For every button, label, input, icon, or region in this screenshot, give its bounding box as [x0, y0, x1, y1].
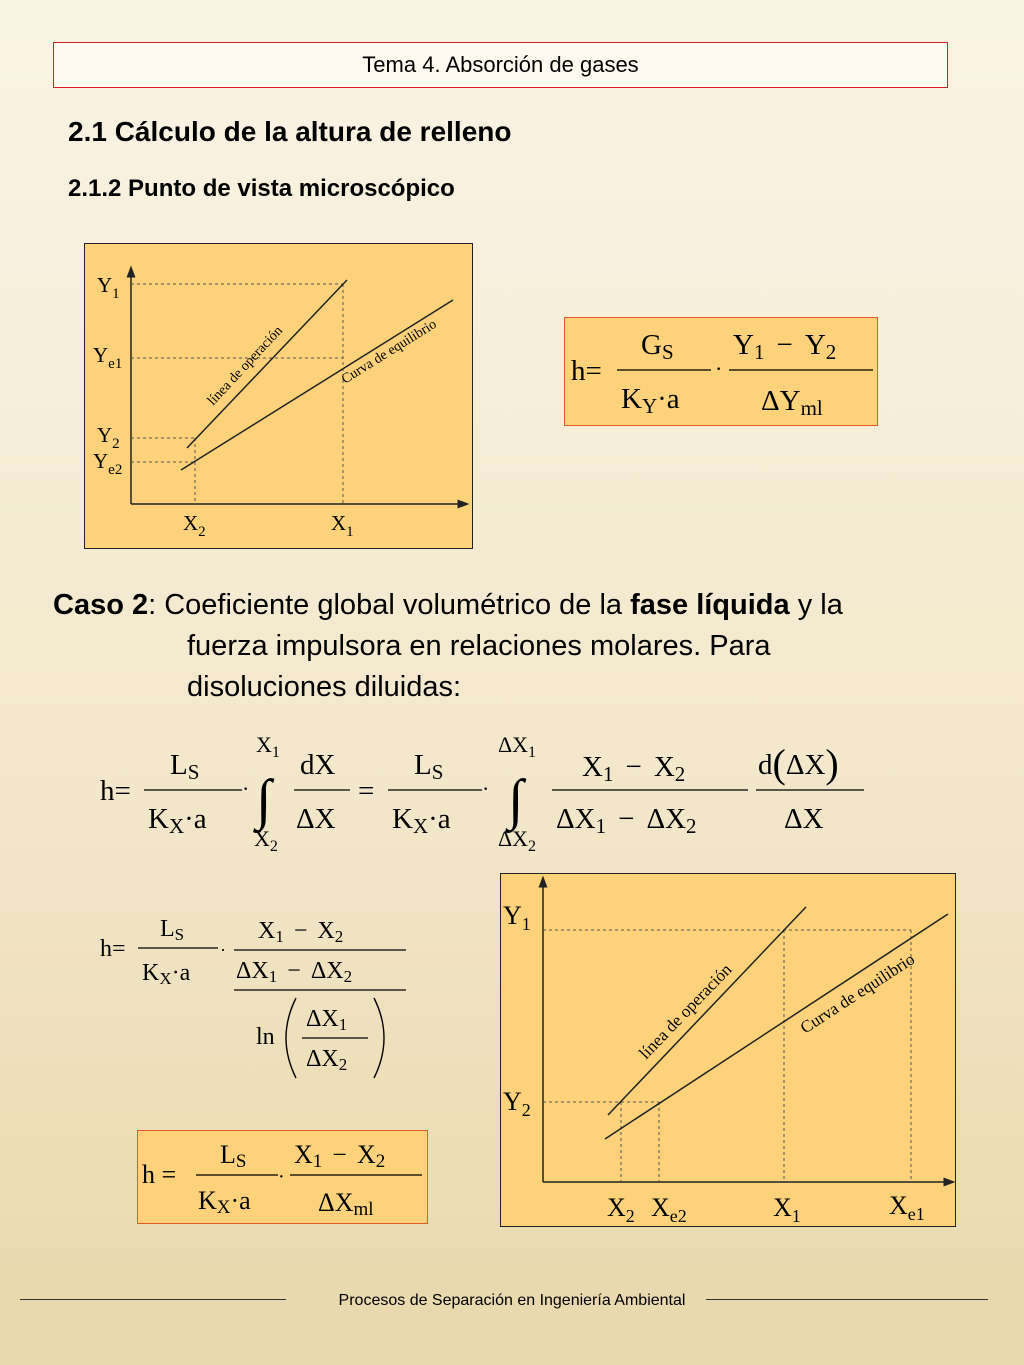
formula3-h: h= [100, 936, 126, 962]
header-title: Tema 4. Absorción de gases [362, 52, 639, 77]
formula2-numerator-l: LS [170, 749, 200, 784]
formula-height-liquid-phase [137, 1130, 428, 1224]
graph1-operation-line [187, 280, 347, 448]
formula3-denominator-k: KX·a [142, 960, 191, 988]
formula3-dot: · [220, 940, 226, 960]
formula2-dx: dX [300, 749, 336, 781]
graph2-label-x2: $X_2$ [607, 1193, 635, 1226]
graph2-label-x1: $X_1$ [773, 1193, 801, 1226]
formula-integral [96, 728, 876, 860]
graph-operation-equilibrium-2 [500, 873, 956, 1227]
graph1-equilibrium-curve-label: Curva de equilibrio [339, 316, 440, 388]
graph-operation-equilibrium-1 [84, 243, 473, 549]
formula-log-mean [96, 906, 416, 1090]
formula2-delta-x-den: ΔX [784, 803, 824, 835]
formula4-dot: · [278, 1166, 285, 1188]
formula4-denominator-k: KX·a [198, 1186, 251, 1218]
formula3-ln-num: ΔX1 [306, 1006, 348, 1034]
formula2-equals: = [358, 775, 375, 807]
formula2-delta-x: ΔX [296, 803, 336, 835]
formula3-left-paren [286, 998, 296, 1078]
formula1-h: h= [571, 355, 602, 387]
formula2-denominator-k-2: KX·a [392, 803, 451, 838]
formula3-den-dx1-dx2: ΔX1 − ΔX2 [236, 958, 353, 986]
graph1-label-x2: $X_2$ [183, 511, 206, 540]
graph2-label-y1: $Y_1$ [503, 901, 531, 934]
graph1-label-ye1: $Y_{e1}$ [93, 343, 123, 372]
graph1-label-ye2: $Y_{e2}$ [93, 449, 123, 478]
formula3-right-paren [374, 998, 384, 1078]
graph2-operation-line-label: línea de operación [635, 959, 736, 1063]
caso-2-text: : Coeficiente global volumétrico de la [148, 589, 631, 621]
caso-2-rest: y la [789, 589, 843, 621]
formula4-h: h = [142, 1160, 177, 1189]
formula1-dot: · [715, 356, 723, 381]
section-subtitle: 2.1.2 Punto de vista microscópico [68, 175, 455, 202]
formula3-numerator-l: LS [160, 916, 185, 944]
graph1-operation-line-label: línea de operación [204, 323, 286, 409]
graph1-label-x1: $X_1$ [331, 511, 354, 540]
section-title: 2.1 Cálculo de la altura de relleno [68, 116, 512, 147]
formula2-dot-1: · [242, 776, 250, 801]
formula3-ln: ln [256, 1024, 275, 1050]
formula4-svg [138, 1131, 429, 1225]
graph1-label-y2: $Y_2$ [97, 423, 120, 452]
formula4-delta-x-ml: ΔXml [318, 1188, 374, 1220]
formula2-int1-upper: $X_1$ [256, 732, 280, 761]
formula4-numerator-l: LS [220, 1140, 247, 1172]
graph1-label-y1: $Y_1$ [97, 273, 120, 302]
formula1-numerator-y: Y1 − Y2 [733, 329, 837, 364]
graph1-svg [85, 244, 474, 550]
formula2-integral-1: ∫ [256, 769, 272, 831]
formula3-num-x1-x2: X1 − X2 [258, 918, 344, 946]
formula1-denominator-k: KY·a [621, 383, 680, 418]
formula2-int2-lower: $\Delta X_2$ [498, 826, 537, 855]
graph2-label-xe1: $X_{e1}$ [889, 1191, 925, 1224]
formula2-denominator-k: KX·a [148, 803, 207, 838]
formula2-h: h= [100, 775, 131, 807]
formula1-denominator-delta: ΔYml [761, 385, 823, 420]
caso-2-label: Caso 2 [53, 589, 149, 621]
formula4-num-x1-x2: X1 − X2 [294, 1140, 386, 1172]
formula2-integral-2: ∫ [508, 769, 524, 831]
caso-2-paragraph [53, 585, 1013, 708]
caso-2-line-1 [53, 585, 1013, 626]
formula1-numerator-g: GS [641, 329, 674, 364]
formula3-ln-den: ΔX2 [306, 1046, 348, 1074]
formula2-d-delta-x: d(ΔX) [758, 741, 839, 786]
header-title-box [53, 42, 948, 88]
formula2-dot-2: · [482, 776, 490, 801]
caso-2-bold: fase líquida [630, 589, 790, 621]
formula2-den-dx1-dx2: ΔX1 − ΔX2 [556, 803, 697, 838]
graph2-svg [501, 874, 957, 1228]
graph2-operation-line [608, 907, 806, 1115]
formula2-numerator-l-2: LS [414, 749, 444, 784]
formula2-num-x1-x2: X1 − X2 [582, 751, 686, 786]
graph2-equilibrium-curve-label: Curva de equilibrio [796, 949, 919, 1038]
graph2-label-xe2: $X_{e2}$ [651, 1193, 687, 1226]
formula2-int2-upper: $\Delta X_1$ [498, 732, 537, 761]
caso-2-line-3: disoluciones diluidas: [187, 671, 462, 703]
formula1-svg [565, 318, 879, 427]
footer-text: Procesos de Separación en Ingeniería Ambiental [338, 1292, 686, 1309]
formula-height-gas-phase [564, 317, 878, 426]
formula2-int1-lower: $X_2$ [254, 826, 278, 855]
graph2-label-y2: $Y_2$ [503, 1087, 531, 1120]
caso-2-line-2: fuerza impulsora en relaciones molares. Para [187, 630, 771, 662]
